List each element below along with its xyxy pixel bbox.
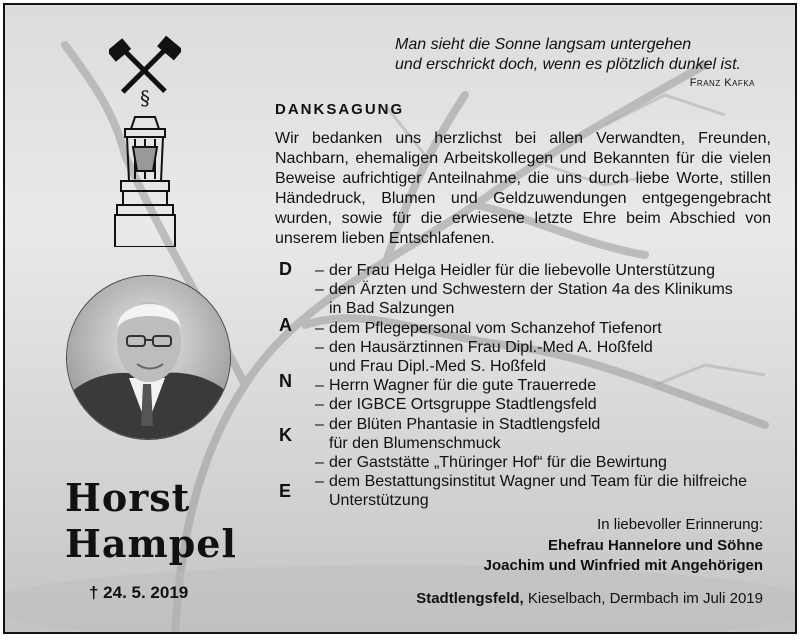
svg-text:§: § [140,86,150,110]
place-bold: Stadtlengsfeld, [416,590,524,607]
family-line-1: Ehefrau Hannelore und Söhne [547,537,763,554]
list-item: – Herrn Wagner für die gute Trauerrede [315,377,597,395]
acrostic-letter: N [279,371,292,391]
intro-paragraph: Wir bedanken uns herzlichst bei allen Verwandten, Freunden, Nachbarn, ehemaligen Arbeitskollegen und Bekannten für die vielen Beweise aufrichtiger Anteilnahme, die uns durch liebe Worte, stillen Händedruck, Blumen und Geldzuwendungen entgegengebracht wurden, sowie für die erwiesene letzte Ehre beim Abschied von unserem lieben Entschlafenen. [275,130,771,247]
list-item: – der Gaststätte „Thüringer Hof“ für die Bewirtung [315,454,667,472]
deceased-first-name: Horst [65,475,191,520]
list-item: – den Hausärztinnen Frau Dipl.-Med A. Hoßfeld [315,338,653,356]
deceased-last-name: Hampel [65,521,237,566]
hammer-and-pick-with-miners-lamp-icon [109,35,181,247]
quote-author: Franz Kafka [689,77,755,89]
death-date: † 24. 5. 2019 [89,583,189,602]
list-item: für den Blumenschmuck [329,434,501,452]
quote-line-1: Man sieht die Sonne langsam untergehen [395,36,692,53]
list-item: Unterstützung [329,492,429,510]
family-line-2: Joachim und Winfried mit Angehörigen [483,557,763,574]
memory-label: In liebevoller Erinnerung: [597,516,763,533]
list-item: – der Frau Helga Heidler für die liebevolle Unterstützung [315,262,715,279]
list-item: – dem Bestattungsinstitut Wagner und Team für die hilfreiche [315,473,747,491]
thanks-list [315,261,775,511]
acrostic-letter: A [279,315,292,335]
place-and-date [416,590,763,607]
list-item: – den Ärzten und Schwestern der Station 4a des Klinikums [315,281,733,299]
obituary-notice [3,3,797,634]
list-item: – dem Pflegepersonal vom Schanzehof Tiefenort [315,319,662,337]
portrait-photo [66,275,231,440]
quote-line-2: und erschrickt doch, wenn es plötzlich dunkel ist. [395,56,741,73]
quote [395,35,755,75]
list-item: – der Blüten Phantasie in Stadtlengsfeld [315,415,601,433]
acrostic-letter: K [279,425,292,445]
page-title: DANKSAGUNG [275,101,405,118]
acrostic-letter: E [279,481,292,501]
place-rest: Kieselbach, Dermbach im Juli 2019 [523,590,763,607]
list-item: – der IGBCE Ortsgruppe Stadtlengsfeld [315,396,597,414]
list-item: und Frau Dipl.-Med S. Hoßfeld [329,358,546,376]
acrostic-letter: D [279,259,292,279]
list-item: in Bad Salzungen [329,300,455,318]
